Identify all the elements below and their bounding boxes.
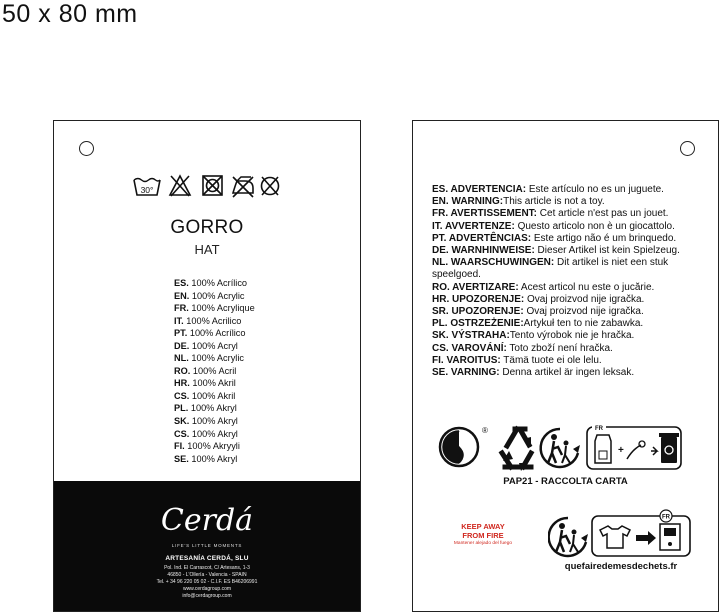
- warning-code: HR. UPOZORENJE:: [432, 293, 525, 305]
- language-code: CS.: [174, 390, 190, 401]
- back-label-card: [412, 120, 719, 612]
- brand-footer: [54, 481, 360, 612]
- composition-text: 100% Akryl: [189, 428, 238, 439]
- dimensions-label: 50 x 80 mm: [2, 0, 138, 28]
- sorting-info-icon: [587, 423, 681, 469]
- no-iron-icon: [233, 177, 253, 197]
- fire-warning: [443, 523, 523, 547]
- composition-text: 100% Akril: [189, 378, 236, 389]
- warning-text: Ovaj proizvod nije igračka.: [523, 306, 644, 318]
- warning-list: [432, 184, 712, 379]
- product-subtitle: HAT: [194, 242, 220, 257]
- language-code: FR.: [174, 303, 189, 314]
- warning-row: [432, 367, 712, 379]
- warning-code: SK. VÝSTRAHA:: [432, 330, 510, 342]
- hang-hole-icon: [79, 141, 94, 156]
- language-code: FI.: [174, 441, 185, 452]
- composition-text: 100% Akryyli: [184, 441, 240, 452]
- composition-row: [174, 440, 255, 453]
- warning-code: FR. AVERTISSEMENT:: [432, 208, 538, 220]
- svg-text:FR: FR: [595, 426, 603, 432]
- composition-row: [174, 327, 255, 340]
- composition-row: [174, 453, 255, 466]
- composition-row: [174, 428, 255, 441]
- fire-warning-es: Mantener alejado del fuego: [453, 541, 513, 546]
- care-symbols: [132, 173, 282, 203]
- website-link[interactable]: quefairedemesdechets.fr: [564, 561, 678, 572]
- language-code: SK.: [174, 416, 190, 427]
- composition-row: [174, 340, 255, 353]
- triman-icon: [541, 429, 580, 467]
- composition-row: [174, 277, 255, 290]
- composition-list: [174, 277, 255, 465]
- address-line: info@cerdagroup.com: [182, 593, 232, 599]
- composition-row: [174, 390, 255, 403]
- address-line: Pol. Ind. El Carrascot, C/ Artesans, 1-3: [164, 565, 250, 571]
- composition-row: [174, 365, 255, 378]
- warning-text: Ovaj proizvod nije igračka.: [524, 293, 645, 305]
- warning-row: [432, 306, 712, 318]
- warning-row: [432, 233, 712, 245]
- language-code: HR.: [174, 378, 190, 389]
- language-code: NL.: [174, 353, 189, 364]
- language-code: SE.: [174, 453, 189, 464]
- company-name: ARTESANÍA CERDÁ, SLU: [165, 555, 249, 562]
- warning-row: [432, 355, 712, 367]
- composition-text: 100% Acryl: [189, 340, 238, 351]
- warning-text: Dit artikel is niet een stuk: [554, 257, 669, 269]
- warning-row: [432, 184, 712, 196]
- sorting-info-icon: [592, 510, 690, 556]
- warning-text: Toto zboží není hračka.: [506, 342, 613, 354]
- composition-row: [174, 290, 255, 303]
- language-code: DE.: [174, 340, 190, 351]
- composition-row: [174, 377, 255, 390]
- recycling-code: PAP21 - RACCOLTA CARTA: [503, 476, 628, 487]
- warning-text: Artykuł ten to nie zabawka.: [523, 318, 644, 330]
- triman-icon: [549, 518, 588, 556]
- language-code: PL.: [174, 403, 189, 414]
- green-dot-icon: [440, 426, 488, 466]
- warning-row: [432, 343, 712, 355]
- warning-text: Questo articolo non è un giocattolo.: [514, 220, 675, 232]
- warning-text: Cet article n'est pas un jouet.: [537, 208, 669, 220]
- warning-code: DE. WARNHINWEISE:: [432, 245, 535, 257]
- warning-text: Denna artikel är ingen leksak.: [499, 367, 635, 379]
- no-tumble-dry-icon: [203, 176, 222, 195]
- composition-text: 100% Akril: [189, 390, 236, 401]
- composition-text: 100% Akryl: [189, 416, 238, 427]
- language-code: PT.: [174, 328, 188, 339]
- warning-code: FI. VAROITUS:: [432, 354, 501, 366]
- composition-text: 100% Acrylic: [189, 290, 245, 301]
- composition-text: 100% Acrílico: [188, 278, 248, 288]
- front-label-card: [53, 120, 361, 612]
- warning-text: Este artigo não é um brinquedo.: [531, 232, 677, 244]
- warning-row: [432, 330, 712, 342]
- composition-row: [174, 352, 255, 365]
- address-line: Tel. + 34 96 220 05 02 - C.I.F. ES B46206991: [156, 579, 258, 585]
- address-line: 46850 - L'Ollería - Valencia - SPAIN: [167, 572, 247, 578]
- warning-text: Este artículo no es un juguete.: [526, 184, 664, 195]
- hang-hole-icon: [680, 141, 695, 156]
- composition-text: 100% Acrílico: [187, 328, 246, 339]
- no-bleach-icon: [170, 176, 190, 196]
- composition-text: 100% Akryl: [188, 453, 238, 464]
- warning-text: Dieser Artikel ist kein Spielzeug.: [534, 245, 680, 257]
- warning-code: SR. UPOZORENJE:: [432, 306, 524, 318]
- warning-row: [432, 196, 712, 208]
- warning-text: Tämä tuote ei ole lelu.: [500, 354, 602, 366]
- warning-row: [432, 294, 712, 306]
- wash-30-icon: [134, 179, 160, 196]
- composition-text: 100% Acrylique: [188, 303, 255, 314]
- composition-row: [174, 402, 255, 415]
- warning-code: CS. VAROVÁNÍ:: [432, 342, 507, 354]
- warning-text: speelgoed.: [432, 269, 481, 281]
- warning-text: Tento výrobok nie je hračka.: [509, 330, 635, 342]
- composition-text: 100% Akryl: [188, 403, 237, 414]
- fire-warning-line-2: FROM FIRE: [462, 530, 504, 540]
- warning-row: [432, 208, 712, 220]
- triman-sorting-icons: [548, 508, 698, 560]
- brand-tagline: LIFE'S LITTLE MOMENTS: [171, 543, 243, 548]
- brand-logo: Cerdá: [160, 503, 254, 538]
- no-dry-clean-icon: [262, 177, 279, 195]
- warning-code: SE. VARNING:: [432, 367, 500, 379]
- language-code: EN.: [174, 290, 190, 301]
- language-code: IT.: [174, 315, 184, 326]
- recycling-icons: [437, 423, 697, 473]
- warning-code: IT. AVVERTENZE:: [432, 220, 515, 232]
- warning-row: [432, 318, 712, 330]
- composition-text: 100% Acrylic: [188, 353, 244, 364]
- warning-code: NL. WAARSCHUWINGEN:: [432, 257, 555, 269]
- svg-text:30°: 30°: [140, 185, 154, 195]
- warning-code: ES. ADVERTENCIA:: [432, 184, 527, 195]
- warning-code: EN. WARNING:: [432, 196, 504, 208]
- warning-text: Acest articol nu este o jucărie.: [518, 281, 655, 293]
- product-title: GORRO: [170, 217, 244, 238]
- svg-text:+: +: [618, 445, 624, 456]
- warning-row: [432, 245, 712, 257]
- language-code: CS.: [174, 428, 190, 439]
- address-line: www.cerdagroup.com: [182, 586, 232, 592]
- warning-row: [432, 221, 712, 233]
- warning-row: [432, 282, 712, 294]
- svg-text:FR: FR: [662, 514, 670, 521]
- composition-row: [174, 415, 255, 428]
- composition-text: 100% Acrilico: [183, 315, 242, 326]
- svg-text:®: ®: [482, 426, 488, 435]
- warning-code: PL. OSTRZEŻENIE:: [432, 318, 524, 330]
- composition-row: [174, 315, 255, 328]
- recycle-icon: [502, 429, 531, 471]
- composition-text: 100% Acril: [190, 365, 237, 376]
- warning-row: [432, 269, 712, 281]
- warning-code: PT. ADVERTÊNCIAS:: [432, 232, 532, 244]
- fire-warning-line-1: KEEP AWAY: [461, 522, 505, 531]
- composition-row: [174, 302, 255, 315]
- warning-text: This article is not a toy.: [503, 196, 605, 208]
- warning-row: [432, 257, 712, 269]
- language-code: ES.: [174, 278, 189, 288]
- language-code: RO.: [174, 365, 191, 376]
- warning-code: RO. AVERTIZARE:: [432, 281, 519, 293]
- company-address: [54, 565, 360, 600]
